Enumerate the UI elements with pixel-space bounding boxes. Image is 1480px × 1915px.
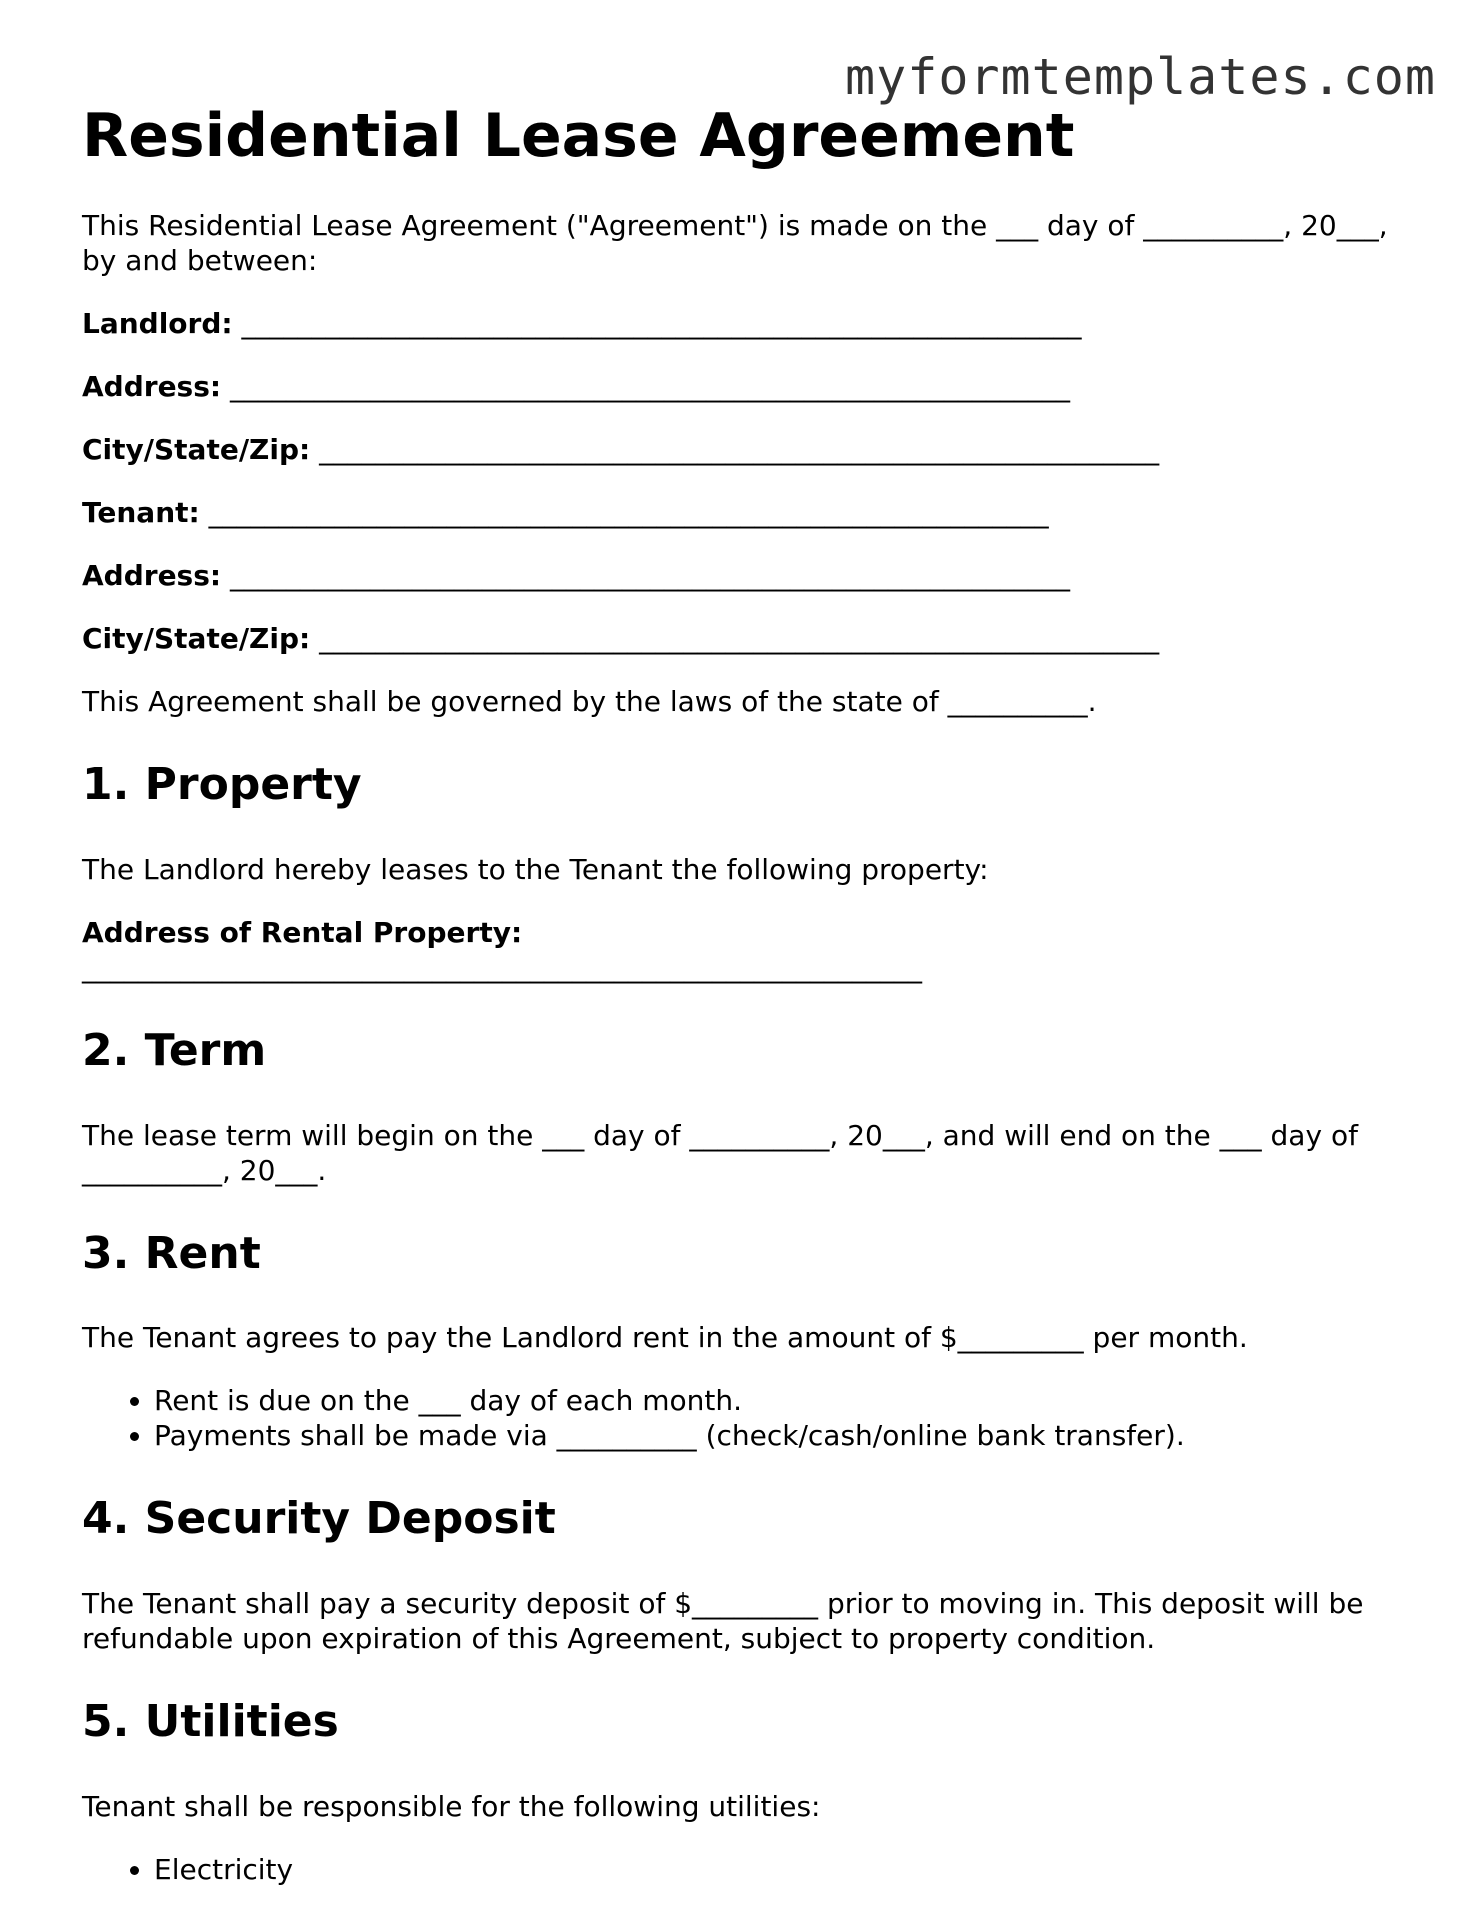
- field-label: Tenant:: [82, 496, 200, 529]
- field-blank: ____________________________________________________________: [208, 496, 1049, 529]
- rent-list: [82, 1383, 1412, 1453]
- rental-address-field: [82, 915, 1412, 985]
- term-text: The lease term will begin on the ___ day of __________, 20___, and will end on the ___ day of __________, 20___.: [82, 1118, 1358, 1187]
- landlord-field: [82, 306, 1412, 341]
- field-blank: ____________________________________________________________: [230, 559, 1070, 592]
- watermark: myformtemplates.com: [845, 48, 1436, 106]
- field-label: City/State/Zip:: [82, 433, 311, 466]
- field-blank: ____________________________________________________________: [230, 370, 1070, 403]
- intro-paragraph: This Residential Lease Agreement ("Agreement") is made on the ___ day of __________, 20___, by and between:: [82, 209, 1388, 277]
- list-item: • Payments shall be made via __________ (check/cash/online bank transfer).: [154, 1418, 1412, 1453]
- section-heading-term: 2. Term: [82, 1024, 267, 1076]
- document-title: Residential Lease Agreement: [82, 101, 1075, 171]
- tenant-field: [82, 495, 1412, 530]
- field-blank: ____________________________________________________________: [82, 950, 922, 984]
- field-label: City/State/Zip:: [82, 622, 311, 655]
- landlord-city-field: [82, 432, 1412, 467]
- field-label: Address:: [82, 370, 222, 403]
- list-item: • Electricity: [154, 1852, 1412, 1887]
- field-blank: ____________________________________________________________: [319, 433, 1160, 466]
- list-item: • Rent is due on the ___ day of each month.: [154, 1383, 1412, 1418]
- landlord-address-field: [82, 369, 1412, 404]
- field-label: Address:: [82, 559, 222, 592]
- tenant-address-field: [82, 558, 1412, 593]
- document-page: [82, 100, 1412, 1915]
- governing-law-paragraph: This Agreement shall be governed by the laws of the state of __________.: [82, 685, 1097, 718]
- field-label: Address of Rental Property:: [82, 915, 523, 949]
- tenant-city-field: [82, 621, 1412, 656]
- section-heading-property: 1. Property: [82, 759, 362, 810]
- section-heading-utilities: 5. Utilities: [82, 1696, 339, 1748]
- utilities-text: Tenant shall be responsible for the following utilities:: [82, 1789, 821, 1823]
- section-heading-deposit: 4. Security Deposit: [82, 1493, 556, 1545]
- property-text: The Landlord hereby leases to the Tenant the following property:: [82, 852, 989, 886]
- field-blank: ____________________________________________________________: [241, 307, 1082, 340]
- section-heading-rent: 3. Rent: [82, 1227, 261, 1279]
- deposit-text: The Tenant shall pay a security deposit of $_________ prior to moving in. This deposit will be refundable upon expiration of this Agreement, subject to property condition.: [82, 1587, 1364, 1656]
- field-label: Landlord:: [82, 307, 233, 340]
- rent-text: The Tenant agrees to pay the Landlord rent in the amount of $_________ per month.: [82, 1321, 1248, 1355]
- field-blank: ____________________________________________________________: [319, 622, 1160, 655]
- utilities-list: [82, 1852, 1412, 1887]
